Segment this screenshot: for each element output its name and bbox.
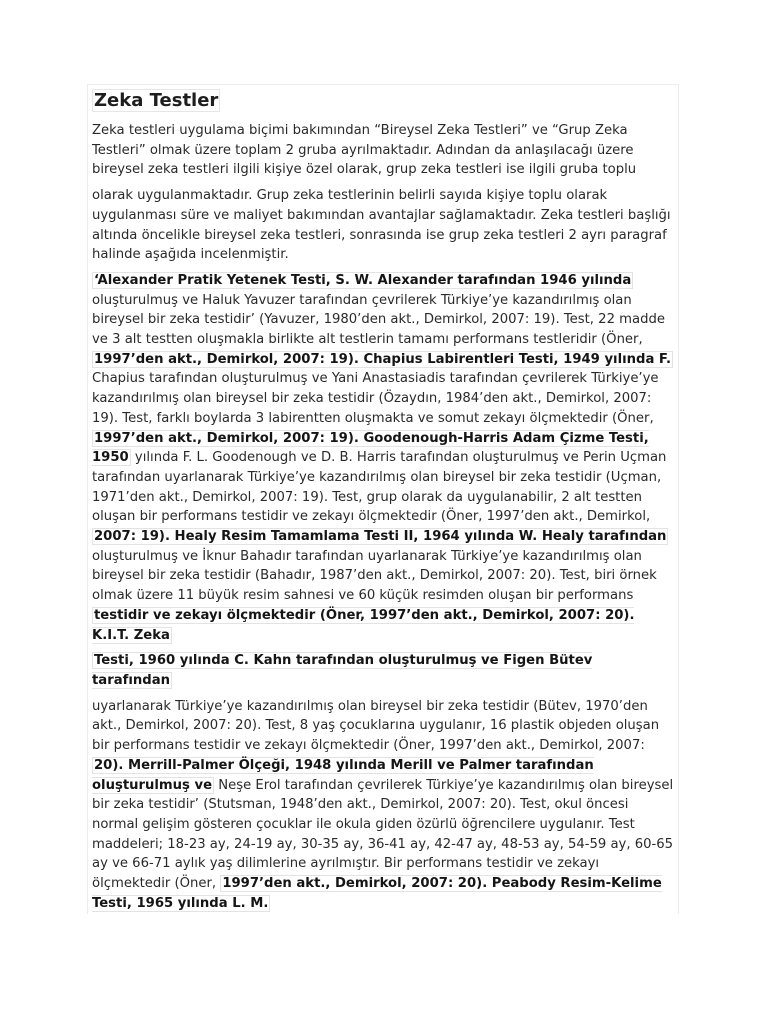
highlighted-text: ‘Alexander Pratik Yetenek Testi, S. W. Alexander tarafından 1946 yılında: [94, 272, 632, 288]
highlighted-text: 20). Merrill-Palmer Ölçeği, 1948 yılında Merill ve Palmer tarafından oluşturulmuş ve: [92, 757, 594, 793]
highlighted-text: testidir ve zekayı ölçmektedir (Öner, 1997’den akt., Demirkol, 2007: 20). K.I.T. Zeka: [92, 607, 635, 643]
highlighted-text: 1997’den akt., Demirkol, 2007: 19). Chapius Labirentleri Testi, 1949 yılında F.: [94, 351, 672, 367]
body-text: Neşe Erol tarafından çevrilerek Türkiye’ye kazandırılmış olan bireysel bir zeka testidir’ (Stutsman, 1948’den akt., Demirkol, 2007: 20). Test, okul öncesi normal gelişim gösteren çocuklar ile okula giden özürlü öğrencilere uygulanır. Test maddeleri; 18-23 ay, 24-19 ay, 30-35 ay, 36-41 ay, 42-47 ay, 48-53 ay, 54-59 ay, 60-65 ay ve 66-71 aylık yaş dilimlerine ayrılmıştır. Bir performans testidir ve zekayı ölçmektedir (Öner,: [92, 777, 674, 892]
body-text: oluşturulmuş ve İknur Bahadır tarafından uyarlanarak Türkiye’ye kazandırılmış olan bireysel bir zeka testidir (Bahadır, 1987’den akt., Demirkol, 2007: 20). Test, biri örnek olmak üzere 11 büyük resim sahnesi ve 60 küçük resimden oluşan bir performans: [92, 548, 657, 604]
paragraph-group-tests: olarak uygulanmaktadır. Grup zeka testlerinin belirli sayıda kişiye toplu olarak uygulanması süre ve maliyet bakımından avantajlar sağlamaktadır. Zeka testleri başlığı altında öncelikle bireysel zeka testleri, sonrasında ise grup zeka testleri 2 ayrı paragraf halinde aşağıda incelenmiştir.: [92, 188, 671, 263]
body-text: uyarlanarak Türkiye’ye kazandırılmış olan bireysel bir zeka testidir (Bütev, 1970’den akt., Demirkol, 2007: 20). Test, 8 yaş çocuklarına uygulanır, 16 plastik objeden oluşan bir performans testidir ve zekayı ölçmektedir (Öner, 1997’den akt., Demirkol, 2007:: [92, 698, 660, 754]
document-page: [87, 84, 679, 914]
paragraph-individual-tests: [92, 271, 676, 645]
paragraph-merrill-palmer: [92, 697, 676, 914]
highlighted-text: 1997’den akt., Demirkol, 2007: 19). Goodenough-Harris Adam Çizme Testi, 1950: [92, 430, 649, 466]
body-text: oluşturulmuş ve Haluk Yavuzer tarafından çevrilerek Türkiye’ye kazandırılmış olan bireysel bir zeka testidir’ (Yavuzer, 1980’den akt., Demirkol, 2007: 19). Test, 22 madde ve 3 alt testten oluşmakla birlikte alt testlerin tamamı performans testleridir (Öner,: [92, 292, 665, 348]
paragraph-intro: Zeka testleri uygulama biçimi bakımından “Bireysel Zeka Testleri” ve “Grup Zeka Testleri” olmak üzere toplam 2 gruba ayrılmaktadır. Adından da anlaşılacağı üzere bireysel zeka testleri ilgili kişiye özel olarak, grup zeka testleri ise ilgili gruba toplu: [92, 123, 637, 178]
document-title: Zeka Testler: [94, 90, 219, 111]
paragraph-kit-test: [92, 651, 676, 690]
highlighted-text: 2007: 19). Healy Resim Tamamlama Testi II, 1964 yılında W. Healy tarafından: [94, 529, 667, 545]
body-text: yılında F. L. Goodenough ve D. B. Harris tarafından oluşturulmuş ve Perin Uçman tarafından uyarlanarak Türkiye’ye kazandırılmış olan bireysel bir zeka testidir (Uçman, 1971’den akt., Demirkol, 2007: 19). Test, grup olarak da uygulanabilir, 2 alt testten oluşan bir performans testidir ve zekayı ölçmektedir (Öner, 1997’den akt., Demirkol,: [92, 450, 667, 525]
highlighted-text: 1997’den akt., Demirkol, 2007: 20). Peabody Resim-Kelime Testi, 1965 yılında L. M.: [92, 876, 662, 911]
document-content: [92, 89, 676, 913]
body-text: Chapius tarafından oluşturulmuş ve Yani Anastasiadis tarafından çevrilerek Türkiye’ye kazandırılmış olan bireysel bir zeka testidir (Özaydın, 1984’den akt., Demirkol, 2007: 19). Test, farklı boylarda 3 labirentten oluşmakta ve somut zekayı ölçmektedir (Öner,: [92, 371, 659, 426]
highlighted-text: Testi, 1960 yılında C. Kahn tarafından oluşturulmuş ve Figen Bütev tarafından: [92, 653, 593, 688]
